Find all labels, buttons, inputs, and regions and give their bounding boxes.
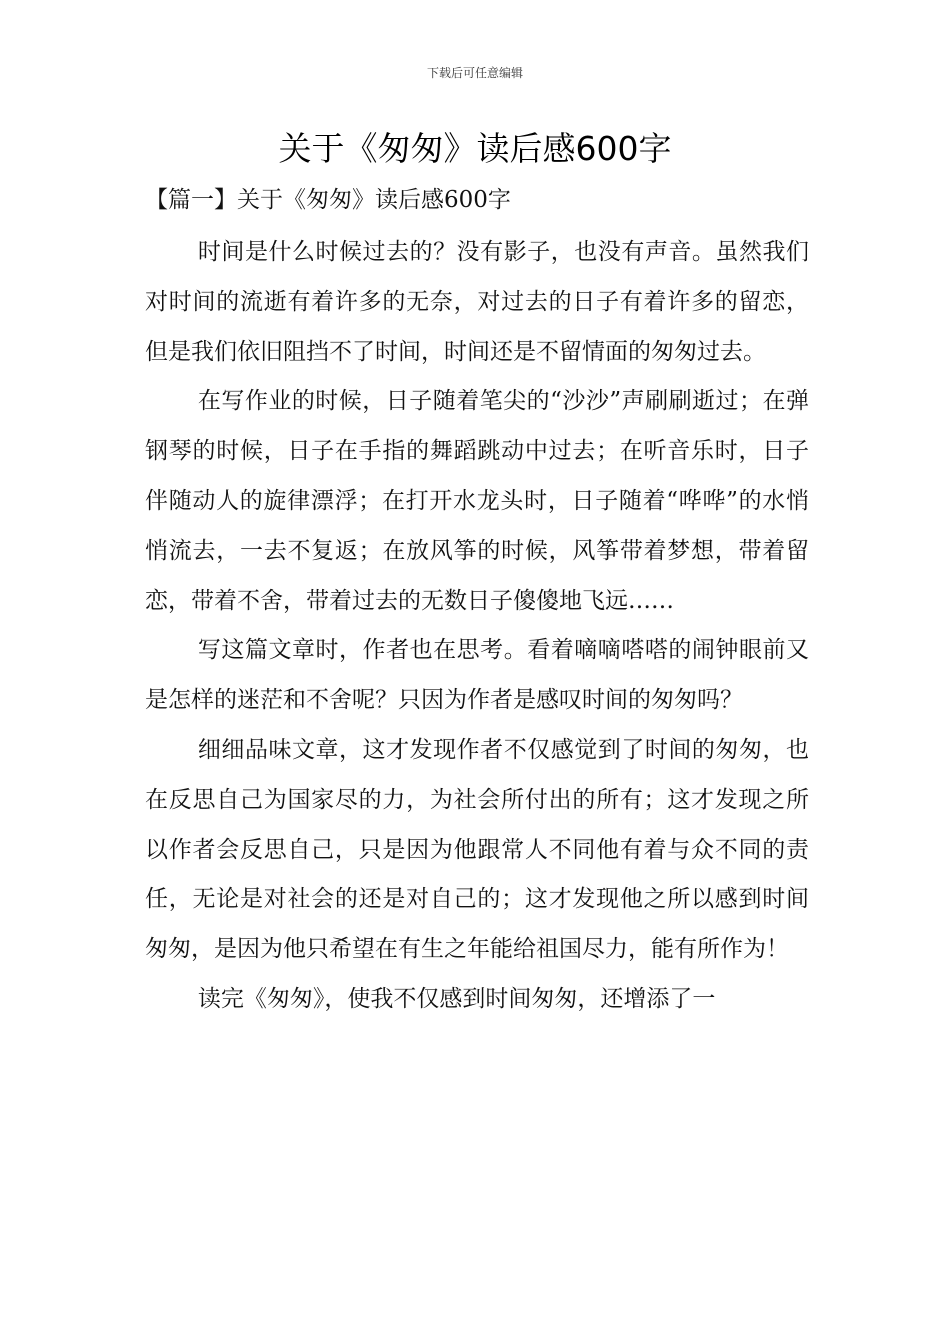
paragraph-4: 细细品味文章，这才发现作者不仅感觉到了时间的匆匆，也在反思自己为国家尽的力，为社会所付出的所有；这才发现之所以作者会反思自己，只是因为他跟常人不同他有着与众不同的责任，无论是对社会的还是对自己的；这才发现他之所以感到时间匆匆，是因为他只希望在有生之年能给祖国尽力，能有所作为！ xyxy=(145,736,809,963)
paragraph-1: 时间是什么时候过去的？没有影子，也没有声音。虽然我们对时间的流逝有着许多的无奈，对过去的日子有着许多的留恋，但是我们依旧阻挡不了时间，时间还是不留情面的匆匆过去。 xyxy=(145,239,809,365)
header-note: 下载后可任意编辑 xyxy=(426,66,523,80)
document-title: 关于《匆匆》读后感600字 xyxy=(278,129,672,168)
paragraph-2: 在写作业的时候，日子随着笔尖的“沙沙”声刷刷逝过；在弹钢琴的时候，日子在手指的舞蹈跳动中过去；在听音乐时，日子伴随动人的旋律漂浮；在打开水龙头时，日子随着“哗哗”的水悄悄流去，一去不复返；在放风筝的时候，风筝带着梦想，带着留恋，带着不舍，带着过去的无数日子傻傻地飞远…… xyxy=(145,388,809,614)
paragraph-3: 写这篇文章时，作者也在思考。看着嘀嘀嗒嗒的闹钟眼前又是怎样的迷茫和不舍呢？只因为作者是感叹时间的匆匆吗？ xyxy=(145,637,809,714)
paragraph-5: 读完《匆匆》，使我不仅感到时间匆匆，还增添了一 xyxy=(197,985,716,1012)
document-body xyxy=(145,228,809,1025)
section-heading: 【篇一】关于《匆匆》读后感600字 xyxy=(145,187,511,213)
